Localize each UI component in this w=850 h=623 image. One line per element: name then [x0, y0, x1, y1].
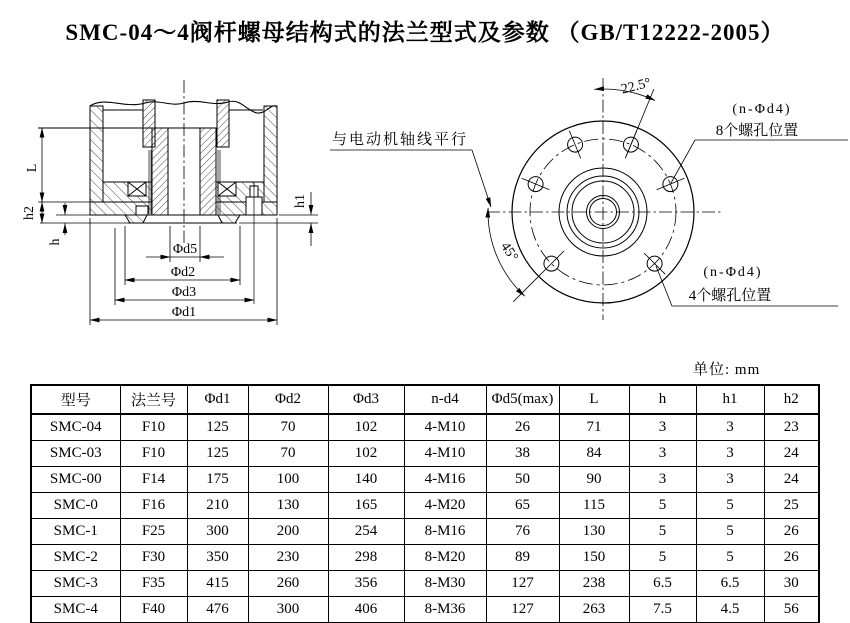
table-row	[31, 414, 819, 441]
table-cell: 30	[764, 571, 819, 597]
table-cell: 298	[328, 545, 404, 571]
table-cell: 100	[248, 467, 328, 493]
table-cell: SMC-0	[31, 493, 120, 519]
table-cell: 350	[187, 545, 248, 571]
table-cell: 150	[559, 545, 629, 571]
column-header: h2	[764, 385, 819, 414]
spec-table	[30, 384, 820, 623]
table-row	[31, 493, 819, 519]
column-header: Φd1	[187, 385, 248, 414]
table-cell: 8-M16	[404, 519, 486, 545]
column-header: Φd3	[328, 385, 404, 414]
table-cell: 3	[696, 441, 764, 467]
table-cell: 26	[486, 414, 559, 441]
table-cell: 5	[629, 519, 696, 545]
table-cell: 24	[764, 467, 819, 493]
angle-22-5-dim	[594, 89, 655, 157]
table-cell: 56	[764, 597, 819, 623]
table-row	[31, 519, 819, 545]
table-cell: 4-M20	[404, 493, 486, 519]
dim-label-h1: h1	[293, 194, 308, 208]
table-cell: 200	[248, 519, 328, 545]
dim-label-d2: Φd2	[170, 265, 196, 280]
table-cell: 70	[248, 414, 328, 441]
table-cell: 70	[248, 441, 328, 467]
dim-label-h2: h2	[22, 206, 37, 220]
label-8holes-1: (n-Φd4)	[732, 102, 792, 117]
table-cell: 4-M10	[404, 441, 486, 467]
table-cell: 6.5	[629, 571, 696, 597]
table-cell: 5	[696, 545, 764, 571]
section-bearing-right	[218, 182, 236, 196]
dim-label-L: L	[25, 163, 40, 173]
section-view	[22, 80, 318, 325]
table-cell: 130	[248, 493, 328, 519]
leader-8-holes	[671, 140, 848, 183]
table-row	[31, 597, 819, 623]
table-cell: 76	[486, 519, 559, 545]
label-8holes-2: 8个螺孔位置	[715, 123, 799, 139]
units-note: 单位: mm	[693, 362, 761, 378]
table-cell: 8-M36	[404, 597, 486, 623]
table-cell: 115	[559, 493, 629, 519]
table-cell: 65	[486, 493, 559, 519]
table-cell: SMC-1	[31, 519, 120, 545]
table-cell: SMC-3	[31, 571, 120, 597]
table-cell: 125	[187, 441, 248, 467]
dim-label-d1: Φd1	[171, 305, 197, 320]
column-header: Φd5(max)	[486, 385, 559, 414]
table-cell: 4.5	[696, 597, 764, 623]
table-cell: 3	[696, 414, 764, 441]
table-cell: 230	[248, 545, 328, 571]
column-header: Φd2	[248, 385, 328, 414]
table-cell: 50	[486, 467, 559, 493]
column-header: L	[559, 385, 629, 414]
table-cell: 71	[559, 414, 629, 441]
table-row	[31, 571, 819, 597]
label-4holes-2: 4个螺孔位置	[688, 288, 772, 304]
table-cell: 5	[696, 519, 764, 545]
table-cell: F25	[120, 519, 187, 545]
table-cell: 3	[629, 467, 696, 493]
table-cell: 127	[486, 571, 559, 597]
dim-label-d3: Φd3	[171, 285, 197, 300]
table-cell: 8-M30	[404, 571, 486, 597]
table-cell: 89	[486, 545, 559, 571]
spec-table-body	[31, 414, 819, 623]
table-cell: 175	[187, 467, 248, 493]
table-cell: 102	[328, 441, 404, 467]
table-cell: SMC-03	[31, 441, 120, 467]
table-cell: 4-M10	[404, 414, 486, 441]
table-row	[31, 441, 819, 467]
column-header: 型号	[31, 385, 120, 414]
dim-label-h: h	[48, 238, 63, 246]
table-cell: 24	[764, 441, 819, 467]
table-cell: 165	[328, 493, 404, 519]
table-cell: 260	[248, 571, 328, 597]
column-header: n-d4	[404, 385, 486, 414]
table-cell: 3	[629, 441, 696, 467]
table-cell: 3	[696, 467, 764, 493]
face-view	[330, 76, 848, 320]
table-cell: F40	[120, 597, 187, 623]
section-bolt	[246, 182, 262, 304]
table-cell: 130	[559, 519, 629, 545]
table-cell: 476	[187, 597, 248, 623]
table-cell: SMC-2	[31, 545, 120, 571]
label-4holes-1: (n-Φd4)	[703, 265, 763, 280]
table-cell: 26	[764, 545, 819, 571]
table-cell: 5	[629, 545, 696, 571]
table-cell: SMC-04	[31, 414, 120, 441]
table-cell: 127	[486, 597, 559, 623]
table-cell: SMC-4	[31, 597, 120, 623]
table-cell: 4-M16	[404, 467, 486, 493]
table-cell: F30	[120, 545, 187, 571]
table-cell: F10	[120, 414, 187, 441]
table-cell: 238	[559, 571, 629, 597]
table-cell: 5	[629, 493, 696, 519]
dim-label-d5: Φd5	[172, 242, 198, 257]
table-cell: F14	[120, 467, 187, 493]
section-bearing-left	[128, 182, 146, 196]
angle-22-5-label: 22.5°	[619, 75, 653, 98]
table-cell: 140	[328, 467, 404, 493]
table-cell: 415	[187, 571, 248, 597]
table-cell: 406	[328, 597, 404, 623]
table-cell: SMC-00	[31, 467, 120, 493]
table-cell: 38	[486, 441, 559, 467]
table-cell: 125	[187, 414, 248, 441]
column-header: 法兰号	[120, 385, 187, 414]
table-cell: 356	[328, 571, 404, 597]
table-cell: F35	[120, 571, 187, 597]
table-cell: F16	[120, 493, 187, 519]
table-cell: 7.5	[629, 597, 696, 623]
section-step-detail	[136, 206, 148, 215]
leader-parallel-label: 与电动机轴线平行	[332, 132, 469, 148]
table-cell: 263	[559, 597, 629, 623]
table-cell: 25	[764, 493, 819, 519]
table-cell: 254	[328, 519, 404, 545]
table-row	[31, 545, 819, 571]
table-cell: 23	[764, 414, 819, 441]
table-cell: 90	[559, 467, 629, 493]
page-title: SMC-04～4阀杆螺母结构式的法兰型式及参数 （GB/T12222-2005）	[65, 20, 785, 45]
table-cell: 5	[696, 493, 764, 519]
column-header: h1	[696, 385, 764, 414]
table-cell: 26	[764, 519, 819, 545]
table-cell: F10	[120, 441, 187, 467]
table-cell: 300	[187, 519, 248, 545]
table-cell: 300	[248, 597, 328, 623]
spec-table-header-row	[31, 385, 819, 414]
table-cell: 6.5	[696, 571, 764, 597]
table-row	[31, 467, 819, 493]
table-cell: 3	[629, 414, 696, 441]
table-cell: 84	[559, 441, 629, 467]
table-cell: 8-M20	[404, 545, 486, 571]
column-header: h	[629, 385, 696, 414]
table-cell: 210	[187, 493, 248, 519]
table-cell: 102	[328, 414, 404, 441]
leader-parallel	[330, 150, 491, 207]
angle-45-label: 45°	[497, 239, 521, 265]
